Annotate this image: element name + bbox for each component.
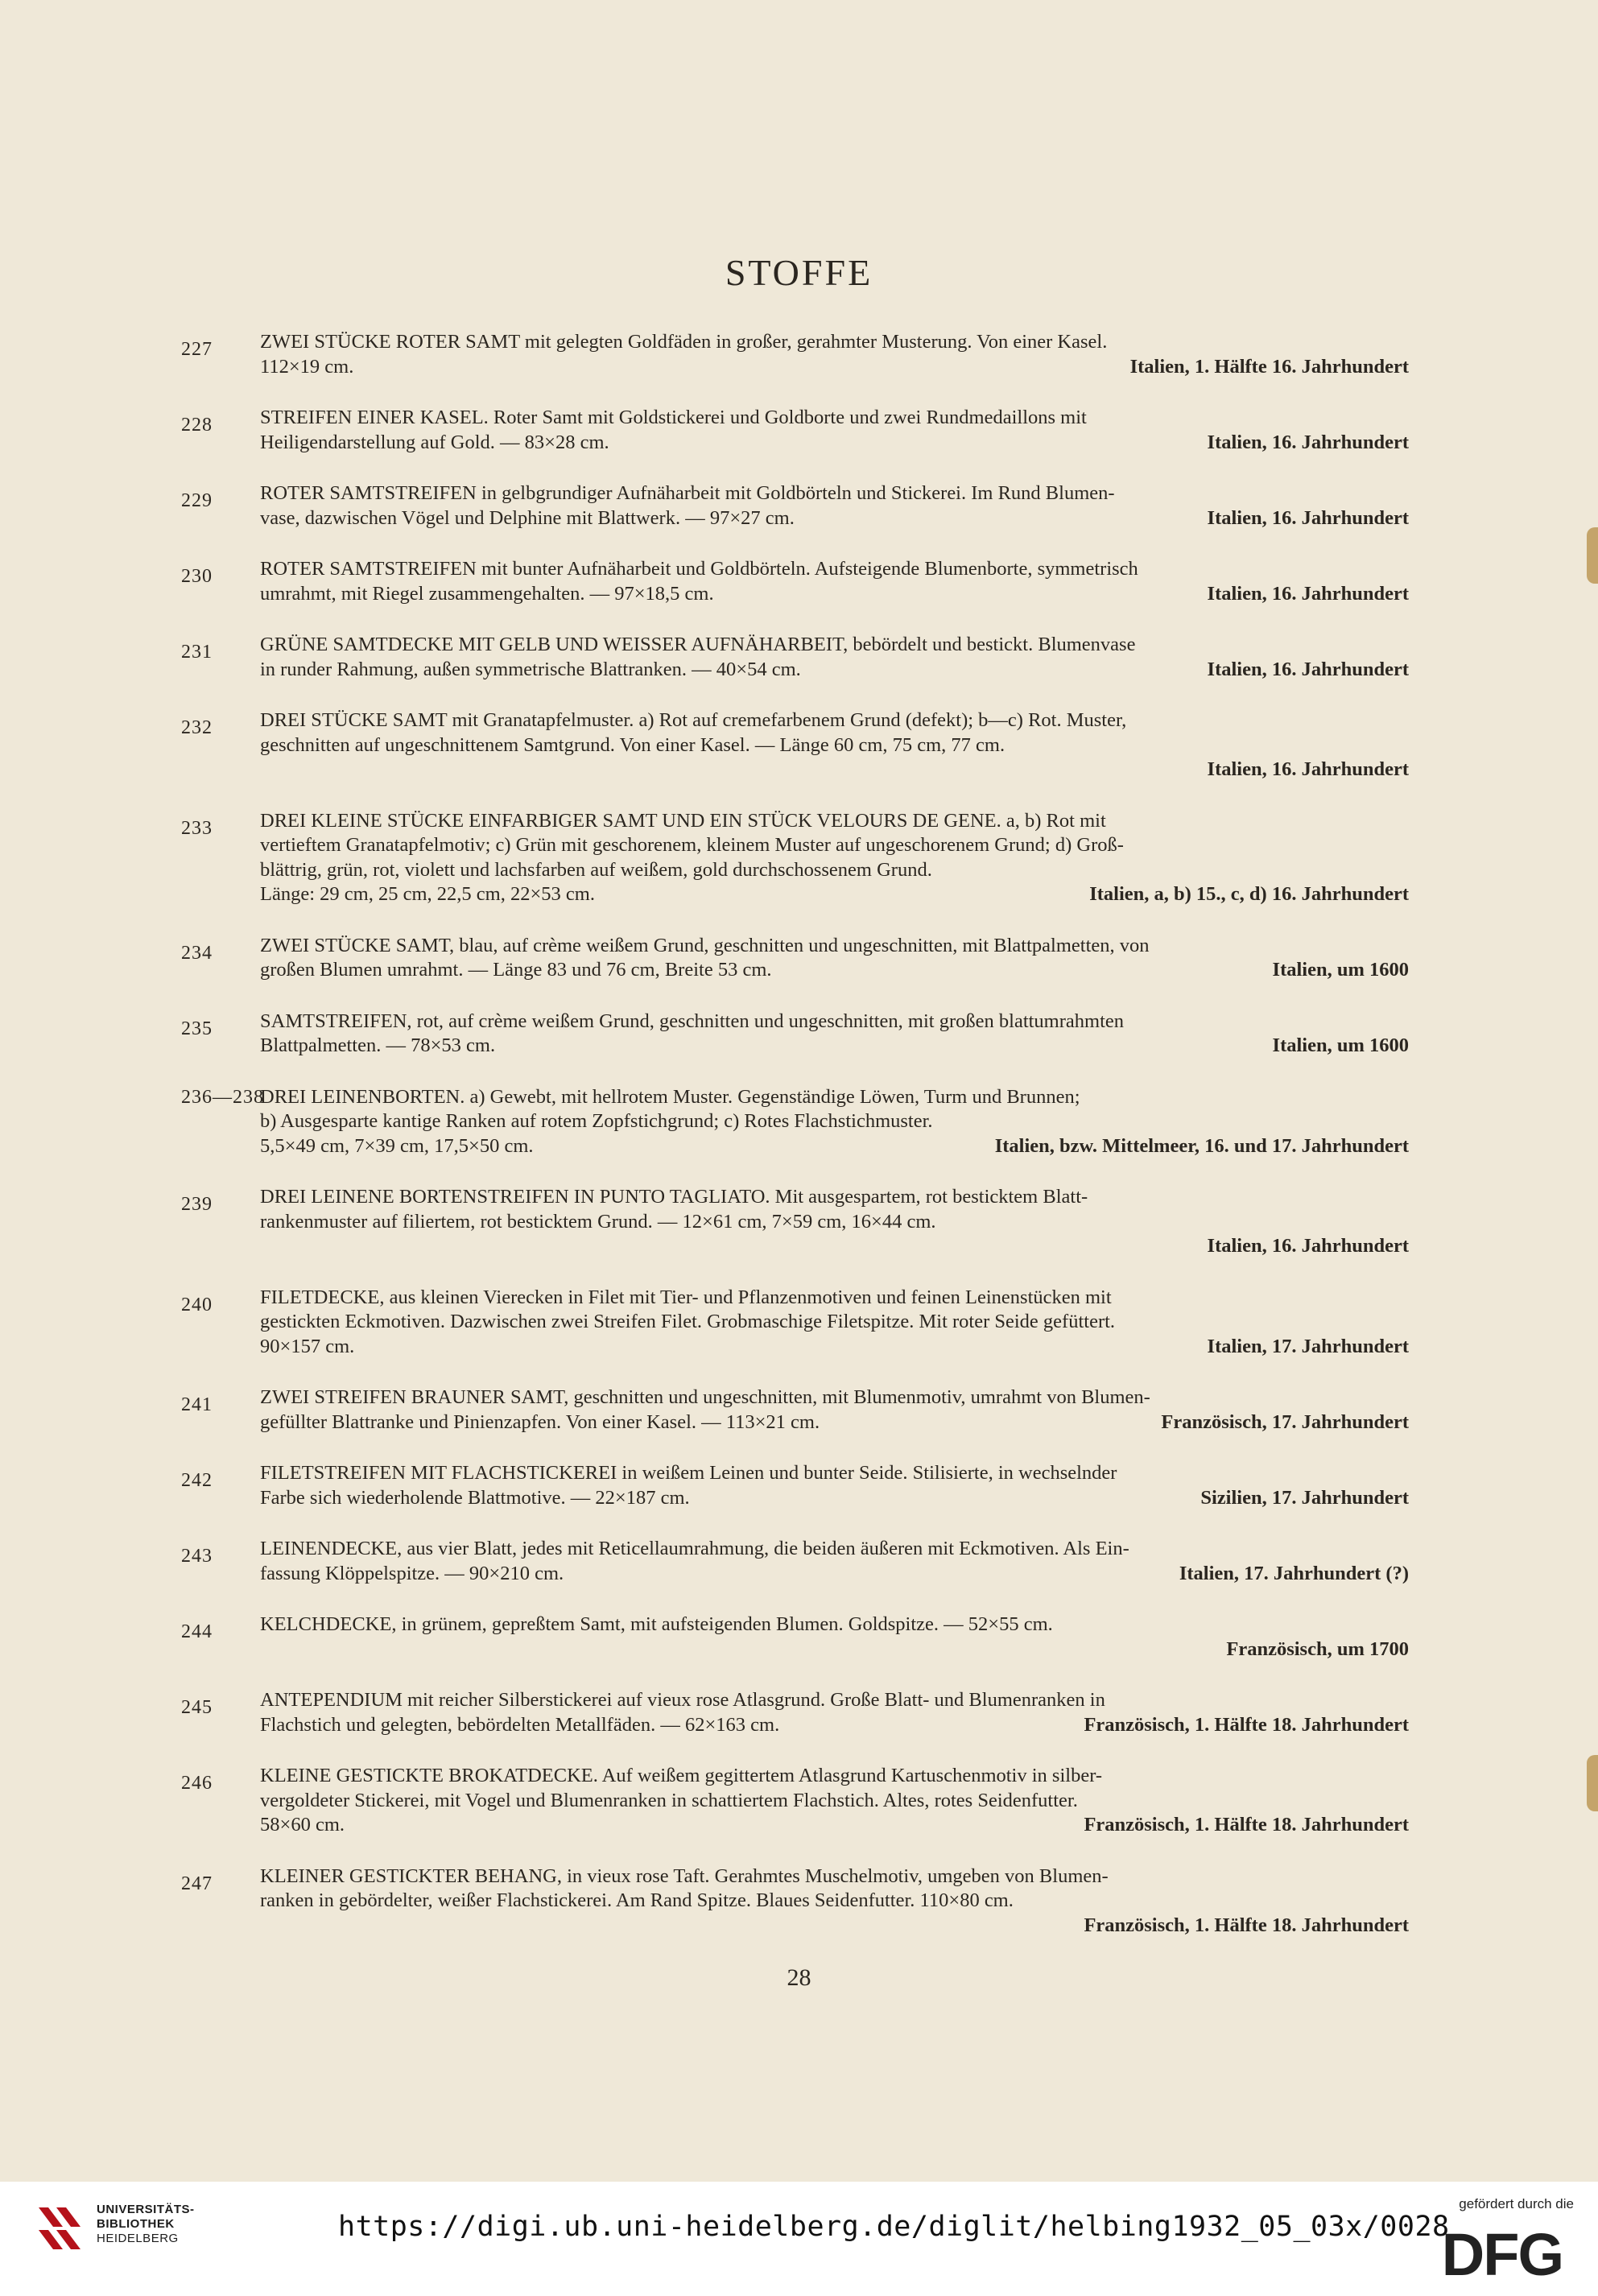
description-last-line (260, 1335, 1409, 1360)
origin-date: Sizilien, 17. Jahrhundert (1200, 1486, 1409, 1509)
description-line: KLEINER GESTICKTER BEHANG, in vieux rose Taft. Gerahmtes Muschelmotiv, umgeben von Blumen- (260, 1864, 1109, 1887)
description-line: DREI LEINENBORTEN. a) Gewebt, mit hellrotem Muster. Gegenständige Löwen, Turm und Brunnen; (260, 1085, 1080, 1108)
description-last-line (260, 1134, 1409, 1159)
entry-description (260, 1764, 1409, 1838)
description-tail: Heiligendarstellung auf Gold. — 83×28 cm. (260, 431, 609, 453)
page-number: 28 (787, 1964, 811, 1991)
description-line: gestickten Eckmotiven. Dazwischen zwei Streifen Filet. Grobmaschige Filetspitze. Mit roter Seide gefüttert. (260, 1311, 1116, 1332)
description-line: FILETSTREIFEN MIT FLACHSTICKEREI in weißem Leinen und bunter Seide. Stilisierte, in wechselnder (260, 1462, 1117, 1484)
entry-description (260, 633, 1409, 682)
origin-date: Italien, 16. Jahrhundert (1207, 431, 1409, 453)
entry-description (260, 330, 1409, 379)
page-clip-mark (1587, 1755, 1598, 1811)
origin-date: Italien, 17. Jahrhundert (1207, 1335, 1409, 1357)
lot-number: 228 (181, 415, 213, 436)
origin-date: Französisch, 17. Jahrhundert (1161, 1410, 1409, 1433)
description-line: DREI LEINENE BORTENSTREIFEN IN PUNTO TAGLIATO. Mit ausgespartem, rot besticktem Blatt- (260, 1186, 1088, 1208)
description-tail: 112×19 cm. (260, 355, 354, 378)
catalog-entries (181, 330, 1409, 1964)
funding-label: gefördert durch die (1459, 2196, 1574, 2211)
university-library-logo-icon (32, 2199, 89, 2256)
entry-description (260, 809, 1409, 907)
origin-date: Italien, a, b) 15., c, d) 16. Jahrhundert (1089, 883, 1409, 905)
catalog-entry (181, 1688, 1409, 1737)
description-line: FILETDECKE, aus kleinen Vierecken in Filet mit Tier- und Pflanzenmotiven und feinen Leinenstücken mit (260, 1286, 1112, 1308)
description-last-line (260, 1486, 1409, 1511)
lot-number: 242 (181, 1470, 213, 1491)
description-last-line (260, 506, 1409, 531)
description-line: ROTER SAMTSTREIFEN mit bunter Aufnäharbeit und Goldbörteln. Aufsteigende Blumenborte, symmetrisch (260, 558, 1138, 580)
entry-description (260, 1688, 1409, 1737)
description-last-line (260, 1562, 1409, 1587)
lot-number: 229 (181, 490, 213, 511)
entry-description (260, 1461, 1409, 1510)
description-line: STREIFEN EINER KASEL. Roter Samt mit Goldstickerei und Goldborte und zwei Rundmedaillons mit (260, 407, 1087, 428)
description-line: ranken in gebördelter, weißer Flachstickerei. Am Rand Spitze. Blaues Seidenfutter. 110×80 cm. (260, 1889, 1014, 1911)
description-line: geschnitten auf ungeschnittenem Samtgrund. Von einer Kasel. — Länge 60 cm, 75 cm, 77 cm. (260, 733, 1005, 756)
origin-date: Italien, 16. Jahrhundert (1207, 658, 1409, 680)
lot-number: 234 (181, 942, 213, 964)
lot-number: 241 (181, 1394, 213, 1415)
description-tail: 58×60 cm. (260, 1814, 345, 1836)
description-tail: gefüllter Blattranke und Pinienzapfen. Von einer Kasel. — 113×21 cm. (260, 1410, 820, 1433)
origin-date: Italien, 1. Hälfte 16. Jahrhundert (1129, 355, 1409, 378)
origin-date: Italien, 17. Jahrhundert (?) (1179, 1562, 1409, 1584)
lot-number: 235 (181, 1018, 213, 1039)
description-tail: großen Blumen umrahmt. — Länge 83 und 76 cm, Breite 53 cm. (260, 959, 772, 981)
catalog-entry (181, 1010, 1409, 1059)
description-line: ZWEI STREIFEN BRAUNER SAMT, geschnitten und ungeschnitten, mit Blumenmotiv, umrahmt von Blumen- (260, 1386, 1150, 1408)
lot-number: 233 (181, 817, 213, 839)
catalog-entry (181, 1461, 1409, 1510)
catalog-entry (181, 1185, 1409, 1259)
description-line: ANTEPENDIUM mit reicher Silberstickerei auf vieux rose Atlasgrund. Große Blatt- und Blumenranken in (260, 1689, 1105, 1711)
description-line: blättrig, grün, rot, violett und lachsfarben auf weißem, gold durchschossenem Grund. (260, 858, 932, 881)
lot-number: 236—238 (181, 1086, 264, 1108)
description-tail: 5,5×49 cm, 7×39 cm, 17,5×50 cm. (260, 1134, 534, 1157)
lot-number: 244 (181, 1621, 213, 1642)
origin-date: Französisch, 1. Hälfte 18. Jahrhundert (1084, 1914, 1409, 1936)
description-line: DREI KLEINE STÜCKE EINFARBIGER SAMT UND EIN STÜCK VELOURS DE GENE. a, b) Rot mit (260, 809, 1106, 832)
catalog-entry (181, 1613, 1409, 1662)
entry-description (260, 1864, 1409, 1939)
description-tail: Flachstich und gelegten, bebördelten Metallfäden. — 62×163 cm. (260, 1713, 780, 1736)
lot-number: 240 (181, 1294, 213, 1315)
description-last-line (260, 582, 1409, 607)
origin-date: Italien, 16. Jahrhundert (1207, 758, 1409, 780)
page-clip-mark (1587, 527, 1598, 584)
description-line: ZWEI STÜCKE ROTER SAMT mit gelegten Goldfäden in großer, gerahmter Musterung. Von einer Kasel. (260, 331, 1108, 353)
catalog-entry (181, 1764, 1409, 1838)
lot-number: 243 (181, 1546, 213, 1567)
origin-date: Französisch, 1. Hälfte 18. Jahrhundert (1084, 1814, 1409, 1836)
origin-date: Französisch, 1. Hälfte 18. Jahrhundert (1084, 1713, 1409, 1736)
origin-date: Italien, um 1600 (1272, 959, 1409, 981)
description-last-line (260, 1410, 1409, 1435)
description-last-line (260, 1034, 1409, 1059)
description-last-line (260, 1713, 1409, 1738)
catalog-entry (181, 1085, 1409, 1159)
description-line: SAMTSTREIFEN, rot, auf crème weißem Grund, geschnitten und ungeschnitten, mit großen blattumrahmten (260, 1010, 1125, 1032)
description-tail: in runder Rahmung, außen symmetrische Blattranken. — 40×54 cm. (260, 658, 801, 680)
library-name-line: BIBLIOTHEK (97, 2217, 175, 2231)
description-line: b) Ausgesparte kantige Ranken auf rotem Zopfstichgrund; c) Rotes Flachstichmuster. (260, 1110, 933, 1132)
catalog-entry (181, 1537, 1409, 1586)
entry-description (260, 1185, 1409, 1259)
description-tail: umrahmt, mit Riegel zusammengehalten. — 97×18,5 cm. (260, 582, 714, 605)
entry-description (260, 406, 1409, 455)
dfg-logo: DFG (1441, 2221, 1563, 2288)
description-line: GRÜNE SAMTDECKE MIT GELB UND WEISSER AUFNÄHARBEIT, bebördelt und bestickt. Blumenvase (260, 634, 1136, 655)
entry-description (260, 1385, 1409, 1435)
catalog-entry (181, 330, 1409, 379)
description-tail: Blattpalmetten. — 78×53 cm. (260, 1034, 496, 1056)
description-last-line (260, 958, 1409, 983)
page-title: STOFFE (725, 252, 873, 293)
entry-description (260, 1613, 1409, 1662)
lot-number: 227 (181, 339, 213, 360)
catalog-entry (181, 1385, 1409, 1435)
catalog-entry (181, 1864, 1409, 1939)
entry-description (260, 1537, 1409, 1586)
description-line: LEINENDECKE, aus vier Blatt, jedes mit Reticellaumrahmung, die beiden äußeren mit Eckmotiven. Als Ein- (260, 1538, 1129, 1559)
catalog-entry (181, 934, 1409, 983)
lot-number: 231 (181, 642, 213, 663)
entry-description (260, 1010, 1409, 1059)
description-last-line (260, 355, 1409, 380)
catalog-entry (181, 1286, 1409, 1360)
lot-number: 246 (181, 1773, 213, 1794)
description-last-line (260, 1813, 1409, 1838)
origin-date: Französisch, um 1700 (1226, 1637, 1409, 1660)
description-line: KLEINE GESTICKTE BROKATDECKE. Auf weißem gegittertem Atlasgrund Kartuschenmotiv in silber- (260, 1765, 1103, 1786)
description-line: vertieftem Granatapfelmotiv; c) Grün mit geschorenem, kleinem Muster auf ungeschorenem Grund; d) Groß- (260, 834, 1124, 856)
permalink-url[interactable]: https://digi.ub.uni-heidelberg.de/diglit/helbing1932_05_03x/0028 (338, 2211, 1450, 2243)
catalog-entry (181, 708, 1409, 783)
description-last-line (260, 431, 1409, 456)
footer-bar (0, 2182, 1598, 2296)
catalog-entry (181, 406, 1409, 455)
catalog-entry (181, 557, 1409, 606)
entry-description (260, 557, 1409, 606)
entry-description (260, 1085, 1409, 1159)
description-tail: Farbe sich wiederholende Blattmotive. — 22×187 cm. (260, 1486, 690, 1509)
lot-number: 239 (181, 1194, 213, 1215)
description-tail: fassung Klöppelspitze. — 90×210 cm. (260, 1562, 564, 1584)
description-last-line (260, 882, 1409, 907)
library-name-line: UNIVERSITÄTS- (97, 2203, 195, 2216)
origin-date: Italien, 16. Jahrhundert (1207, 582, 1409, 605)
description-line: rankenmuster auf filiertem, rot besticktem Grund. — 12×61 cm, 7×59 cm, 16×44 cm. (260, 1210, 936, 1233)
library-name-line: HEIDELBERG (97, 2232, 179, 2245)
catalog-entry (181, 809, 1409, 907)
entry-description (260, 1286, 1409, 1360)
origin-date: Italien, bzw. Mittelmeer, 16. und 17. Jahrhundert (994, 1134, 1409, 1157)
catalog-entry (181, 481, 1409, 531)
description-line: DREI STÜCKE SAMT mit Granatapfelmuster. a) Rot auf cremefarbenem Grund (defekt); b—c) Rot. Muster, (260, 709, 1127, 731)
lot-number: 245 (181, 1697, 213, 1718)
origin-date: Italien, 16. Jahrhundert (1207, 506, 1409, 529)
entry-description (260, 481, 1409, 531)
description-line: ZWEI STÜCKE SAMT, blau, auf crème weißem Grund, geschnitten und ungeschnitten, mit Blattpalmetten, von (260, 934, 1150, 956)
description-line: KELCHDECKE, in grünem, gepreßtem Samt, mit aufsteigenden Blumen. Goldspitze. — 52×55 cm. (260, 1613, 1053, 1635)
library-name (97, 2203, 195, 2246)
description-last-line (260, 658, 1409, 683)
description-tail: vase, dazwischen Vögel und Delphine mit Blattwerk. — 97×27 cm. (260, 506, 795, 529)
entry-description (260, 708, 1409, 783)
description-tail: 90×157 cm. (260, 1335, 355, 1357)
description-tail: Länge: 29 cm, 25 cm, 22,5 cm, 22×53 cm. (260, 883, 595, 905)
lot-number: 230 (181, 566, 213, 587)
entry-description (260, 934, 1409, 983)
lot-number: 232 (181, 717, 213, 738)
catalog-entry (181, 633, 1409, 682)
origin-date: Italien, um 1600 (1272, 1034, 1409, 1056)
description-line: vergoldeter Stickerei, mit Vogel und Blumenranken in schattiertem Flachstich. Altes, rotes Seidenfutter. (260, 1789, 1078, 1811)
description-line: ROTER SAMTSTREIFEN in gelbgrundiger Aufnäharbeit mit Goldbörteln und Stickerei. Im Rund Blumen- (260, 482, 1115, 504)
origin-date: Italien, 16. Jahrhundert (1207, 1235, 1409, 1257)
lot-number: 247 (181, 1873, 213, 1894)
